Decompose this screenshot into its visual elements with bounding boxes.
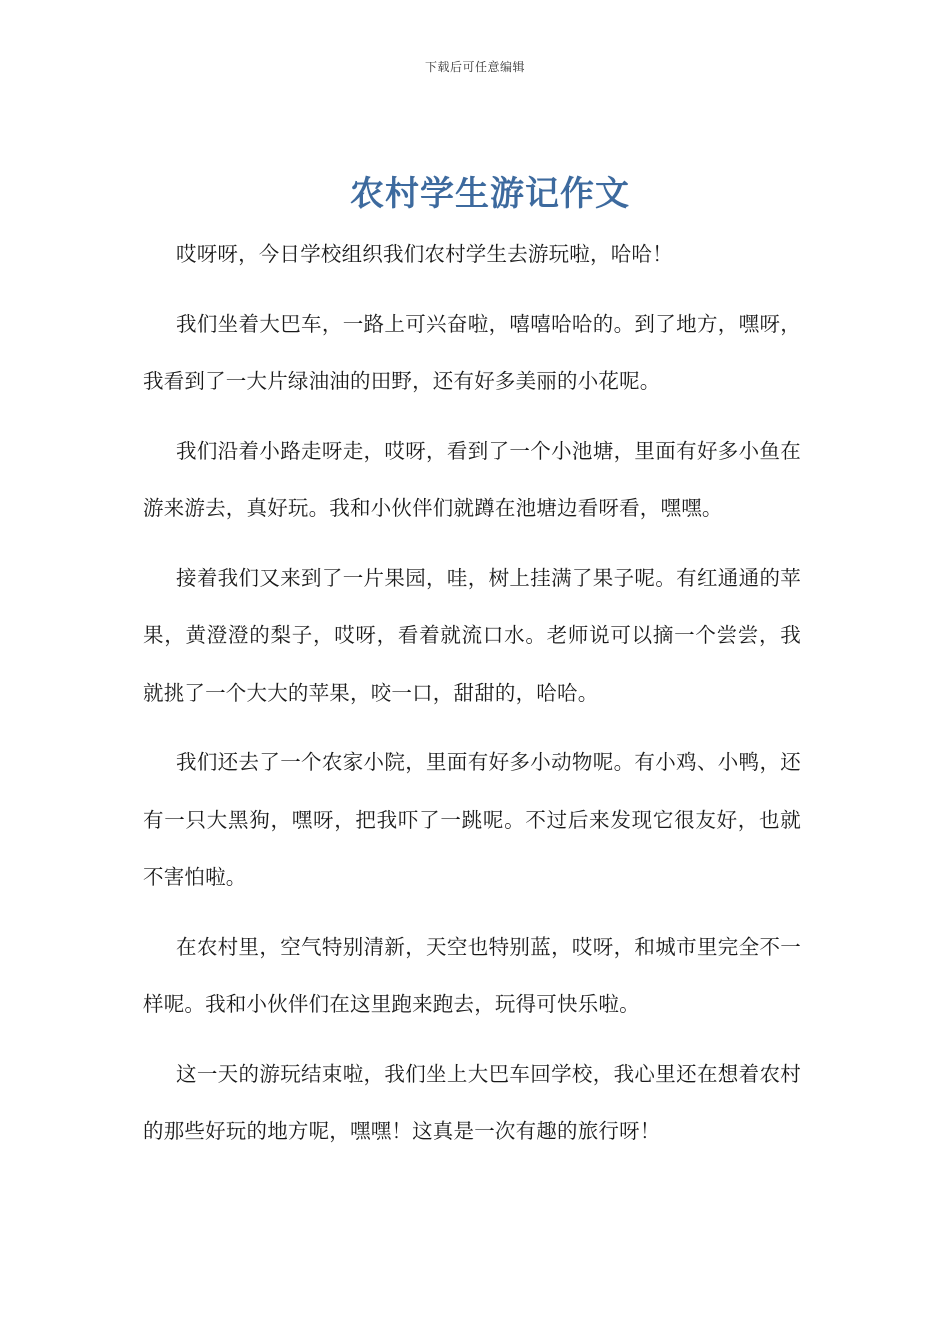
document-title: 农村学生游记作文	[350, 174, 630, 214]
paragraph-7: 这一天的游玩结束啦，我们坐上大巴车回学校，我心里还在想着农村的那些好玩的地方呢，嘿嘿！这真是一次有趣的旅行呀！	[143, 1061, 801, 1143]
paragraph-5: 我们还去了一个农家小院，里面有好多小动物呢。有小鸡、小鸭，还有一只大黑狗，嘿呀，把我吓了一跳呢。不过后来发现它很友好，也就不害怕啦。	[143, 750, 801, 889]
paragraph-2: 我们坐着大巴车，一路上可兴奋啦，嘻嘻哈哈的。到了地方，嘿呀，我看到了一大片绿油油的田野，还有好多美丽的小花呢。	[143, 311, 801, 393]
document-body	[143, 226, 801, 1173]
paragraph-6: 在农村里，空气特别清新，天空也特别蓝，哎呀，和城市里完全不一样呢。我和小伙伴们在这里跑来跑去，玩得可快乐啦。	[143, 934, 801, 1016]
paragraph-3: 我们沿着小路走呀走，哎呀，看到了一个小池塘，里面有好多小鱼在游来游去，真好玩。我和小伙伴们就蹲在池塘边看呀看，嘿嘿。	[143, 438, 801, 520]
paragraph-1: 哎呀呀，今日学校组织我们农村学生去游玩啦，哈哈！	[176, 242, 673, 266]
download-note: 下载后可任意编辑	[424, 60, 525, 74]
paragraph-4: 接着我们又来到了一片果园，哇，树上挂满了果子呢。有红通通的苹果，黄澄澄的梨子，哎呀，看着就流口水。老师说可以摘一个尝尝，我就挑了一个大大的苹果，咬一口，甜甜的，哈哈。	[143, 565, 801, 705]
